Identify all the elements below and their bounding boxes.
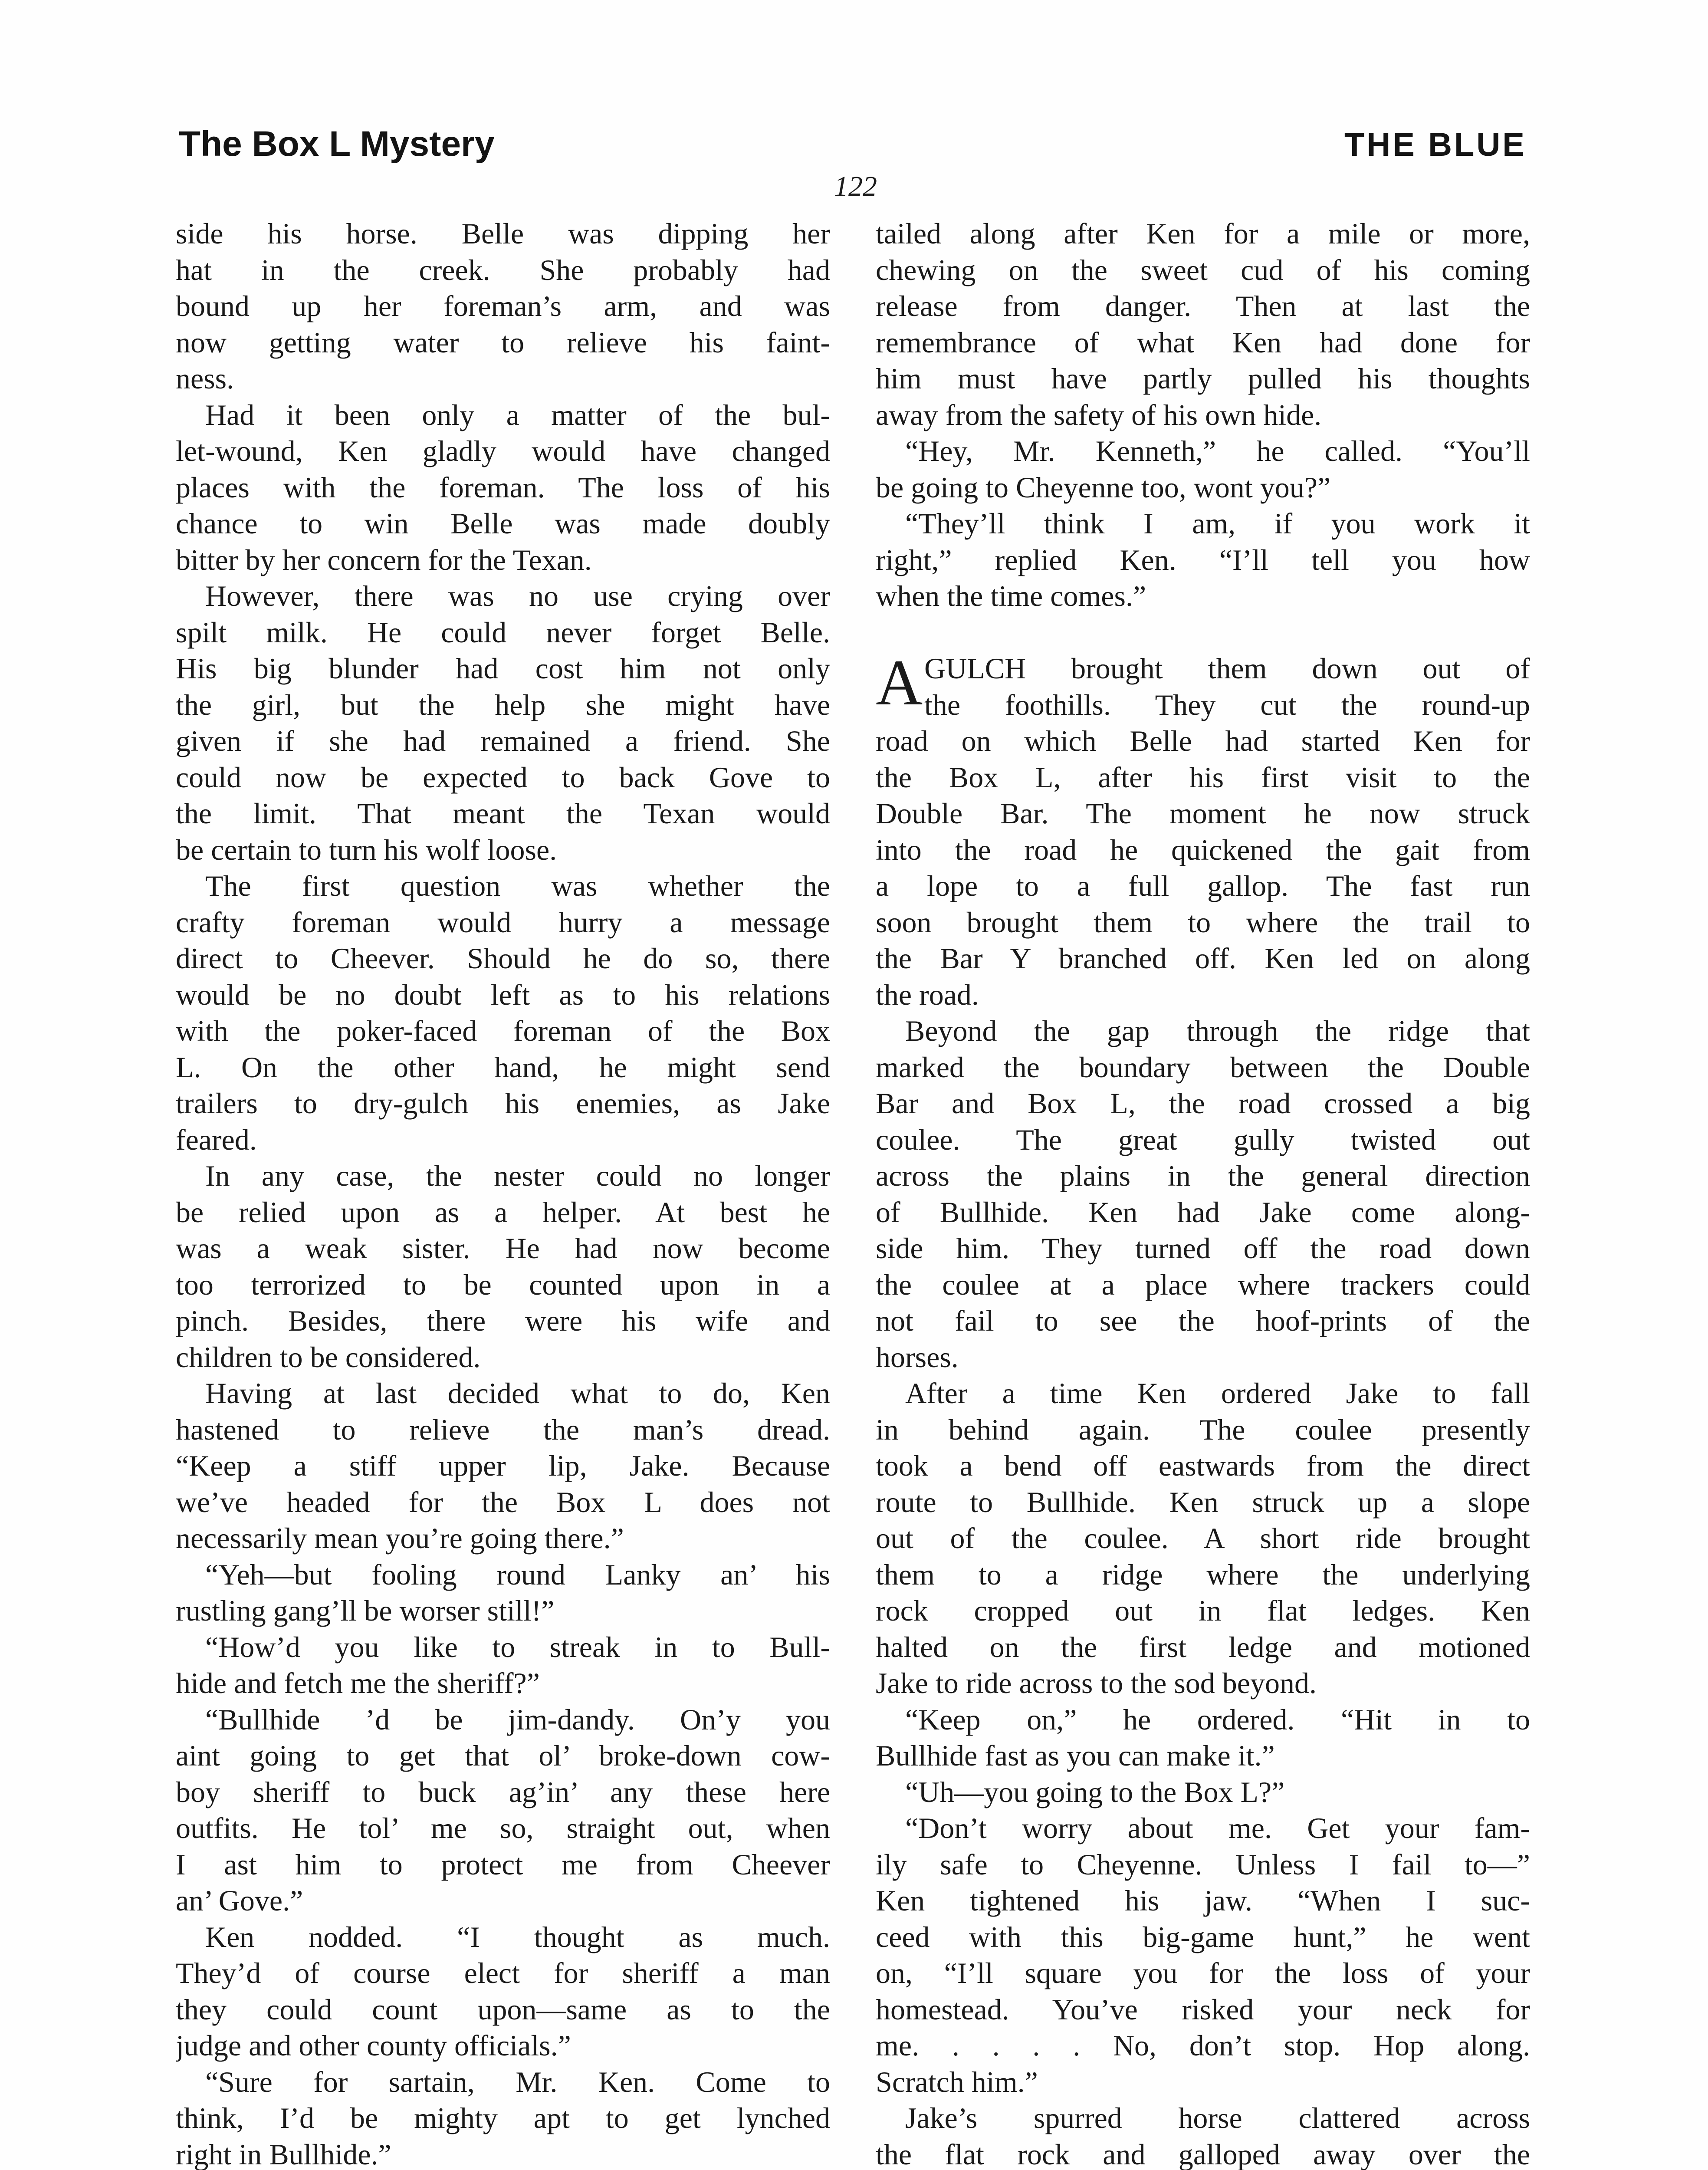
text-line: Ken nodded. “I thought as much. (205, 1920, 830, 1953)
text-line: children to be considered. (176, 1340, 481, 1374)
magazine-name: THE BLUE (1344, 126, 1527, 163)
text-line: places with the foreman. The loss of his (176, 470, 830, 504)
text-line: too terrorized to be counted upon in a (176, 1268, 830, 1301)
text-line: judge and other county officials.” (176, 2029, 571, 2062)
text-line: the coulee at a place where trackers could (876, 1268, 1530, 1301)
text-line: chewing on the sweet cud of his coming (876, 253, 1530, 286)
text-line: soon brought them to where the trail to (876, 905, 1530, 939)
text-line: out of the coulee. A short ride brought (876, 1522, 1530, 1555)
text-line: be relied upon as a helper. At best he (176, 1195, 830, 1229)
section-break (876, 615, 1530, 651)
text-line: “Sure for sartain, Mr. Ken. Come to (205, 2065, 830, 2098)
text-line: remembrance of what Ken had done for (876, 326, 1530, 359)
text-line: His big blunder had cost him not only (176, 652, 830, 685)
text-line: the Bar Y branched off. Ken led on along (876, 942, 1530, 975)
text-line: now getting water to relieve his faint- (176, 326, 830, 359)
text-line: right,” replied Ken. “I’ll tell you how (876, 543, 1530, 576)
text-line: ceed with this big-game hunt,” he went (876, 1920, 1530, 1953)
text-line: “How’d you like to streak in to Bull- (205, 1630, 830, 1664)
text-line: “They’ll think I am, if you work it (905, 507, 1530, 540)
text-line: Having at last decided what to do, Ken (205, 1377, 830, 1410)
text-line: direct to Cheever. Should he do so, there (176, 942, 830, 975)
text-line: Jake’s spurred horse clattered across (905, 2101, 1530, 2134)
text-line: Bar and Box L, the road crossed a big (876, 1087, 1530, 1120)
text-line: the Box L, after his first visit to the (876, 760, 1530, 794)
text-line: L. On the other hand, he might send (176, 1050, 830, 1084)
text-line: hide and fetch me the sheriff?” (176, 1667, 540, 1700)
text-line: spilt milk. He could never forget Belle. (176, 615, 830, 649)
text-line: They’d of course elect for sheriff a man (176, 1956, 830, 1989)
text-line: in behind again. The coulee presently (876, 1413, 1530, 1446)
text-line: me. . . . . No, don’t stop. Hop along. (876, 2029, 1530, 2062)
text-line: them to a ridge where the underlying (876, 1558, 1530, 1591)
text-line: right in Bullhide.” (176, 2137, 391, 2170)
text-line: took a bend off eastwards from the direct (876, 1449, 1530, 1482)
right-text-column (876, 216, 1530, 2170)
story-title: The Box L Mystery (179, 124, 495, 164)
text-line: him must have partly pulled his thoughts (876, 362, 1530, 395)
text-line: with the poker-faced foreman of the Box (176, 1014, 830, 1047)
text-line: feared. (176, 1123, 257, 1156)
text-line: the flat rock and galloped away over the (876, 2137, 1530, 2170)
text-line: crafty foreman would hurry a message (176, 905, 830, 939)
text-line: “Keep a stiff upper lip, Jake. Because (176, 1449, 830, 1482)
text-line: Had it been only a matter of the bul- (205, 398, 830, 431)
text-line: “Uh—you going to the Box L?” (905, 1775, 1285, 1808)
text-line: given if she had remained a friend. She (176, 724, 830, 757)
text-line: “Don’t worry about me. Get your fam- (905, 1812, 1530, 1844)
text-line: would be no doubt left as to his relations (176, 978, 830, 1011)
text-line: I ast him to protect me from Cheever (176, 1848, 830, 1881)
text-line: the girl, but the help she might have (176, 688, 830, 721)
text-line: Double Bar. The moment he now struck (876, 797, 1530, 830)
text-line: route to Bullhide. Ken struck up a slope (876, 1485, 1530, 1519)
text-line: on, “I’ll square you for the loss of your (876, 1956, 1530, 1989)
text-line: Beyond the gap through the ridge that (905, 1014, 1530, 1047)
page-number: 122 (834, 171, 877, 202)
text-line: release from danger. Then at last the (876, 289, 1530, 322)
text-line: side his horse. Belle was dipping her (176, 217, 830, 250)
text-line: the foothills. They cut the round-up (924, 688, 1530, 721)
text-line: be going to Cheyenne too, wont you?” (876, 470, 1331, 504)
text-line: ily safe to Cheyenne. Unless I fail to—” (876, 1848, 1530, 1881)
text-line: “Hey, Mr. Kenneth,” he called. “You’ll (905, 434, 1530, 467)
text-line: ness. (176, 362, 234, 395)
text-line: Bullhide fast as you can make it.” (876, 1739, 1275, 1772)
text-line: outfits. He tol’ me so, straight out, when (176, 1812, 830, 1844)
text-line: an’ Gove.” (176, 1884, 303, 1917)
text-line: into the road he quickened the gait from (876, 833, 1530, 866)
text-line: However, there was no use crying over (205, 579, 830, 612)
text-line: we’ve headed for the Box L does not (176, 1485, 830, 1519)
text-line: away from the safety of his own hide. (876, 398, 1322, 431)
text-line: let-wound, Ken gladly would have changed (176, 434, 830, 467)
text-line: Jake to ride across to the sod beyond. (876, 1667, 1317, 1700)
text-line: could now be expected to back Gove to (176, 760, 830, 794)
text-line: coulee. The great gully twisted out (876, 1123, 1530, 1156)
text-line: the road. (876, 978, 979, 1011)
drop-cap: A (876, 647, 923, 719)
left-text-column (176, 216, 830, 2170)
text-line: side him. They turned off the road down (876, 1232, 1530, 1265)
text-line: rustling gang’ll be worser still!” (176, 1594, 555, 1627)
text-line: marked the boundary between the Double (876, 1050, 1530, 1084)
text-line: road on which Belle had started Ken for (876, 724, 1530, 757)
text-line: tailed along after Ken for a mile or more, (876, 217, 1530, 250)
text-line: trailers to dry-gulch his enemies, as Jake (176, 1087, 830, 1120)
text-line: In any case, the nester could no longer (205, 1159, 830, 1192)
text-line: not fail to see the hoof-prints of the (876, 1304, 1530, 1337)
text-line: chance to win Belle was made doubly (176, 507, 830, 540)
text-line: aint going to get that ol’ broke-down cow- (176, 1739, 830, 1772)
text-line: bound up her foreman’s arm, and was (176, 289, 830, 322)
text-line: hat in the creek. She probably had (176, 253, 830, 286)
text-line: After a time Ken ordered Jake to fall (905, 1377, 1530, 1410)
text-line: they could count upon—same as to the (176, 1992, 830, 2026)
text-line: halted on the first ledge and motioned (876, 1630, 1530, 1664)
text-line: think, I’d be mighty apt to get lynched (176, 2101, 830, 2134)
text-line: Ken tightened his jaw. “When I suc- (876, 1884, 1530, 1917)
text-line: hastened to relieve the man’s dread. (176, 1413, 830, 1446)
text-line: bitter by her concern for the Texan. (176, 543, 592, 576)
text-line: the limit. That meant the Texan would (176, 797, 830, 830)
text-line: was a weak sister. He had now become (176, 1232, 830, 1265)
text-line: boy sheriff to buck ag’in’ any these here (176, 1775, 830, 1808)
text-line: “Bullhide ’d be jim-dandy. On’y you (205, 1703, 830, 1736)
text-line: “Yeh—but fooling round Lanky an’ his (205, 1558, 830, 1591)
text-line: across the plains in the general direction (876, 1159, 1530, 1192)
text-line: rock cropped out in flat ledges. Ken (876, 1594, 1530, 1627)
text-line: be certain to turn his wolf loose. (176, 833, 557, 866)
text-line: pinch. Besides, there were his wife and (176, 1304, 830, 1337)
text-line: when the time comes.” (876, 579, 1146, 612)
text-line: homestead. You’ve risked your neck for (876, 1992, 1530, 2026)
text-line: necessarily mean you’re going there.” (176, 1522, 624, 1555)
text-line: Scratch him.” (876, 2065, 1038, 2098)
text-line: GULCH brought them down out of (924, 652, 1530, 685)
text-line: a lope to a full gallop. The fast run (876, 869, 1530, 902)
text-line: horses. (876, 1340, 959, 1374)
text-line: The first question was whether the (205, 869, 830, 902)
text-line: “Keep on,” he ordered. “Hit in to (905, 1703, 1530, 1736)
text-line: of Bullhide. Ken had Jake come along- (876, 1195, 1530, 1229)
